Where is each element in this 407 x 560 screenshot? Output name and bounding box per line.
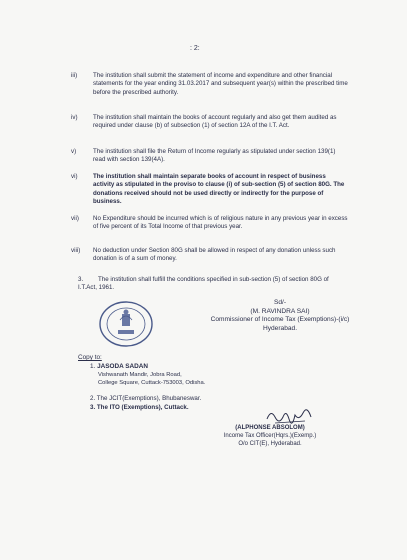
recipient-1 [90,363,205,388]
condition-text: The institution shall maintain separate books of account in respect of business activity as stipulated in the proviso to clause (i) of sub-section (5) of section 80G. The donations received should not be used directly or indirectly for the purpose of business. [93,173,345,206]
income-tax-seal-icon [98,300,154,348]
condition-vii [71,215,348,232]
condition-number: iii) [71,72,78,79]
condition-text: The institution shall file the Return of Income regularly as stipulated under section 139(1) read with section 139(4A). [93,148,336,164]
signatory-designation: Commissioner of Income Tax (Exemptions)-(i/c) [210,316,350,324]
condition-viii [71,247,348,264]
condition-v [71,148,348,165]
signatory-name: (M. RAVINDRA SAI) [250,307,310,315]
ito-designation: Income Tax Officer(Hqrs.)(Exemp.) [223,433,317,439]
condition-number: iv) [71,114,78,121]
condition-number: vii) [71,215,79,222]
paragraph-number: 3. [78,276,84,283]
condition-number: vi) [71,173,78,180]
condition-text: The institution shall submit the statement of income and expenditure and other financial statements for the year ending 31.03.2017 and subsequent year(s) within the prescribed time before the prescribed authority. [93,72,348,96]
recipient-name: JASODA SADAN [97,363,149,370]
condition-number: viii) [71,247,81,254]
condition-iv [71,114,348,131]
ito-office: O/o CIT(E), Hyderabad. [238,441,302,447]
paragraph-text: The institution shall fulfill the conditions specified in sub-section (5) of section 80G of I.T.Act, 1961. [78,276,329,292]
recipient-3: 3. The ITO (Exemptions), Cuttack. [90,404,189,411]
condition-number: v) [71,148,77,155]
recipient-address-2: College Square, Cuttack-753003, Odisha. [98,380,206,387]
paragraph-3 [78,276,348,293]
ito-name: (ALPHONSE ABSOLOM) [235,425,305,431]
condition-vi [71,173,348,207]
sd-mark: Sd/- [273,299,287,306]
signatory-place: Hyderabad. [262,324,298,332]
commissioner-signature-block [180,299,380,333]
ito-signature-block [200,424,340,448]
condition-text: No deduction under Section 80G shall be allowed in respect of any donation unless such donation is of a sum of money. [93,247,336,263]
condition-iii [71,72,348,97]
recipient-address-1: Vishwanath Mandir, Jobra Road, [98,372,182,379]
condition-text: No Expenditure should be incurred which is of religious nature in any previous year in excess of five percent of its Total Income of that previous year. [93,215,348,231]
page-number: : 2: [190,45,200,52]
condition-text: The institution shall maintain the books of account regularly and also get them audited as required under clause (b) of subsection (1) of section 12A of the I.T. Act. [93,114,337,130]
recipient-2: 2. The JCIT(Exemptions), Bhubaneswar. [90,395,202,402]
copy-to-label: Copy to: [78,354,102,361]
recipient-number: 1. [90,363,96,370]
